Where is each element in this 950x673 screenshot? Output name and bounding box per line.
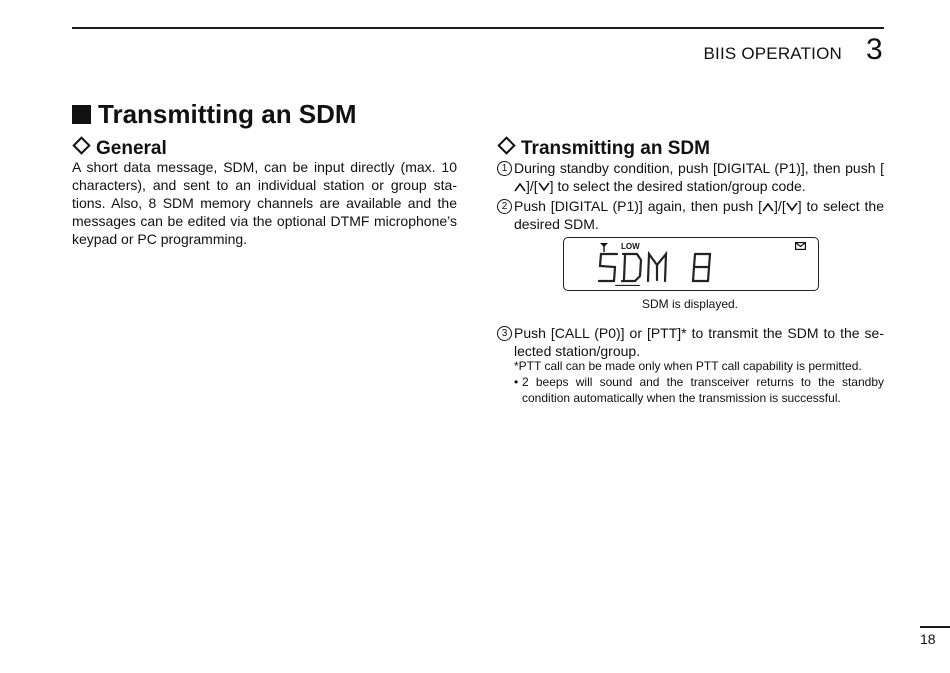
chapter-number: 3 bbox=[866, 33, 883, 66]
envelope-icon bbox=[795, 242, 806, 250]
step-1 bbox=[497, 159, 884, 195]
up-arrow-icon bbox=[514, 182, 526, 192]
up-arrow-icon bbox=[762, 202, 774, 212]
step-number: 3 bbox=[497, 326, 512, 341]
step-text: Push [CALL (P0)] or [PTT]* to transmit the SDM to the selected station/group. bbox=[514, 325, 884, 359]
running-header: BIIS OPERATION bbox=[703, 44, 842, 63]
transmitting-heading-text: Transmitting an SDM bbox=[521, 138, 710, 159]
transmitting-heading bbox=[497, 138, 710, 160]
footer-rule bbox=[920, 626, 950, 628]
step-3 bbox=[497, 324, 884, 360]
general-heading-text: General bbox=[96, 138, 167, 159]
black-square-icon bbox=[72, 105, 91, 124]
step-number: 1 bbox=[497, 161, 512, 176]
diamond-icon bbox=[497, 136, 515, 154]
general-heading bbox=[72, 138, 167, 160]
beeps-note-text: 2 beeps will sound and the transceiver returns to the standby condition automatically when the transmission is successful. bbox=[522, 375, 884, 405]
step-text: Push [DIGITAL (P1)] again, then push [ ]/[ ] to select the desired SDM. bbox=[514, 198, 884, 232]
ptt-note: *PTT call can be made only when PTT call capability is permitted. bbox=[514, 359, 862, 373]
diamond-icon bbox=[72, 136, 90, 154]
general-paragraph: A short data message, SDM, can be input directly (max. 10 characters), and sent to an individual station or group stations. Also, 8 SDM memory channels are available and the messages can be edited via the optional DTMF microphone’s keypad or PC programming. bbox=[72, 159, 457, 247]
section-title-text: Transmitting an SDM bbox=[98, 99, 357, 129]
step-text: During standby condition, push [DIGITAL (P1)], then push []/[ ] to select the desired station/group code. bbox=[514, 160, 884, 194]
lcd-display bbox=[563, 237, 819, 291]
bullet-marker: • bbox=[514, 375, 519, 389]
page-number: 18 bbox=[920, 631, 936, 647]
down-arrow-icon bbox=[786, 202, 798, 212]
low-power-indicator: LOW bbox=[621, 242, 640, 251]
segment-characters bbox=[597, 250, 757, 286]
beeps-note bbox=[514, 374, 884, 406]
display-caption: SDM is displayed. bbox=[641, 297, 739, 311]
down-arrow-icon bbox=[538, 182, 550, 192]
section-title bbox=[72, 99, 357, 130]
header-rule bbox=[72, 27, 884, 29]
step-number: 2 bbox=[497, 199, 512, 214]
step-2 bbox=[497, 197, 884, 233]
